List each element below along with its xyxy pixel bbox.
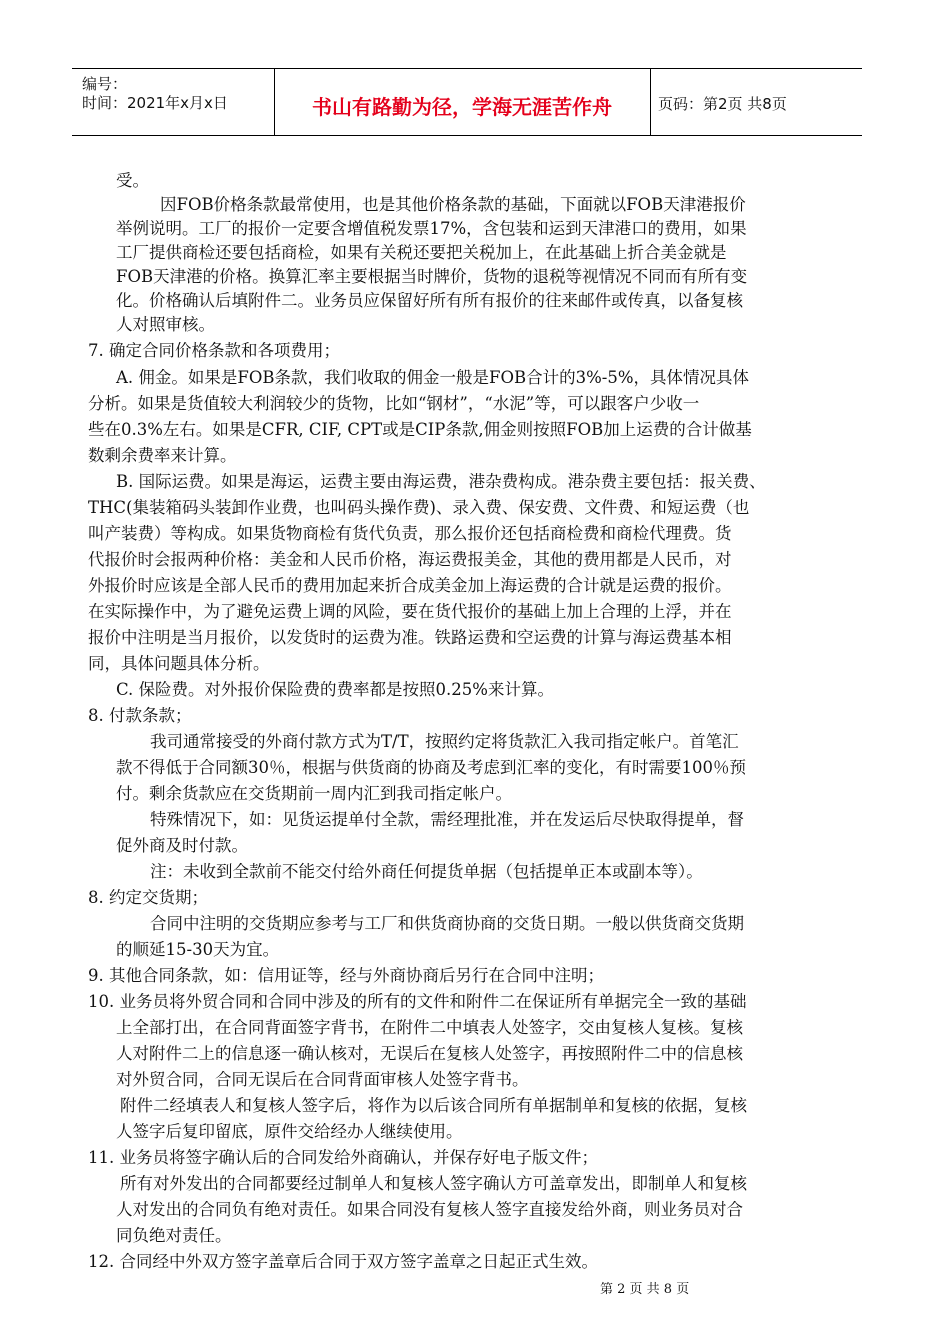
text-line: THC(集装箱码头装卸作业费，也叫码头操作费)、录入费、保安费、文件费、和短运费（也 (88, 498, 750, 517)
text-line: 受。 (116, 171, 149, 190)
text-line: 人对照审核。 (116, 315, 215, 334)
text-line: 人签字后复印留底，原件交给经办人继续使用。 (116, 1122, 463, 1141)
text-line: FOB天津港的价格。换算汇率主要根据当时牌价，货物的退税等视情况不同而有所有变 (116, 267, 748, 286)
text-line: 促外商及时付款。 (116, 836, 248, 855)
text-line: 对外贸合同，合同无误后在合同背面审核人处签字背书。 (116, 1070, 529, 1089)
text-line: 我司通常接受的外商付款方式为T/T，按照约定将货款汇入我司指定帐户。首笔汇 (150, 732, 739, 751)
document-number-label: 编号： (82, 75, 128, 93)
text-line: 化。价格确认后填附件二。业务员应保留好所有所有报价的往来邮件或传真，以备复核 (116, 291, 743, 310)
text-line: B. 国际运费。如果是海运，运费主要由海运费，港杂费构成。港杂费主要包括：报关费、 (116, 472, 766, 491)
text-line: 在实际操作中，为了避免运费上调的风险，要在货代报价的基础上加上合理的上浮，并在 (88, 602, 732, 621)
text-line: 叫产装费）等构成。如果货物商检有货代负责，那么报价还包括商检费和商检代理费。货 (88, 524, 732, 543)
text-line: 外报价时应该是全部人民币的费用加起来折合成美金加上海运费的合计就是运费的报价。 (88, 576, 732, 595)
text-line: 数剩余费率来计算。 (88, 446, 237, 465)
text-line: 人对附件二上的信息逐一确认核对，无误后在复核人处签字，再按照附件二中的信息核 (116, 1044, 743, 1063)
page-footer: 第 2 页 共 8 页 (600, 1282, 690, 1297)
text-line: 的顺延15-30天为宜。 (116, 940, 280, 959)
text-line: 付。剩余货款应在交货期前一周内汇到我司指定帐户。 (116, 784, 512, 803)
section-heading: 8. 付款条款； (88, 706, 192, 725)
text-line: 合同中注明的交货期应参考与工厂和供货商协商的交货日期。一般以供货商交货期 (150, 914, 744, 933)
text-line: 款不得低于合同额30％，根据与供货商的协商及考虑到汇率的变化，有时需要100％预 (116, 758, 746, 777)
section-heading: 8. 约定交货期； (88, 888, 208, 907)
section-heading: 7. 确定合同价格条款和各项费用； (88, 341, 340, 360)
text-line: 上全部打出，在合同背面签字背书，在附件二中填表人处签字，交由复核人复核。复核 (116, 1018, 743, 1037)
header-motto: 书山有路勤为径，学海无涯苦作舟 (312, 95, 612, 119)
text-line: A. 佣金。如果是FOB条款，我们收取的佣金一般是FOB合计的3%-5%，具体情况具体 (116, 368, 750, 387)
text-line: 所有对外发出的合同都要经过制单人和复核人签字确认方可盖章发出，即制单人和复核 (120, 1174, 747, 1193)
text-line: 同负绝对责任。 (116, 1226, 232, 1245)
text-line: 因FOB价格条款最常使用，也是其他价格条款的基础，下面就以FOB天津港报价 (160, 195, 746, 214)
text-line: 工厂提供商检还要包括商检，如果有关税还要把关税加上，在此基础上折合美金就是 (116, 243, 727, 262)
document-time-label: 时间：2021年x月x日 (82, 94, 228, 112)
note-line: 注：未收到全款前不能交付给外商任何提货单据（包括提单正本或副本等）。 (150, 862, 703, 881)
text-line: 些在0.3%左右。如果是CFR, CIF, CPT或是CIP条款,佣金则按照FOB加上运费的合计做基 (88, 420, 752, 439)
text-line: C. 保险费。对外报价保险费的费率都是按照0.25%来计算。 (116, 680, 554, 699)
text-line: 分析。如果是货值较大利润较少的货物，比如“钢材”，“水泥”等，可以跟客户少收一 (88, 394, 700, 413)
text-line: 特殊情况下，如：见货运提单付全款，需经理批准，并在发运后尽快取得提单，督 (150, 810, 744, 829)
section-heading: 10. 业务员将外贸合同和合同中涉及的所有的文件和附件二在保证所有单据完全一致的基础 (88, 992, 747, 1011)
text-line: 代报价时会报两种价格：美金和人民币价格，海运费报美金，其他的费用都是人民币，对 (88, 550, 732, 569)
header-page-info: 页码：第2页 共8页 (658, 95, 787, 113)
section-heading: 9. 其他合同条款，如：信用证等，经与外商协商后另行在合同中注明； (88, 966, 604, 985)
text-line: 报价中注明是当月报价，以发货时的运费为准。铁路运费和空运费的计算与海运费基本相 (88, 628, 732, 647)
section-heading: 12. 合同经中外双方签字盖章后合同于双方签字盖章之日起正式生效。 (88, 1252, 598, 1271)
text-line: 同，具体问题具体分析。 (88, 654, 270, 673)
text-line: 附件二经填表人和复核人签字后，将作为以后该合同所有单据制单和复核的依据，复核 (120, 1096, 747, 1115)
text-line: 人对发出的合同负有绝对责任。如果合同没有复核人签字直接发给外商，则业务员对合 (116, 1200, 743, 1219)
section-heading: 11. 业务员将签字确认后的合同发给外商确认，并保存好电子版文件； (88, 1148, 598, 1167)
text-line: 举例说明。工厂的报价一定要含增值税发票17%，含包装和运到天津港口的费用，如果 (116, 219, 747, 238)
